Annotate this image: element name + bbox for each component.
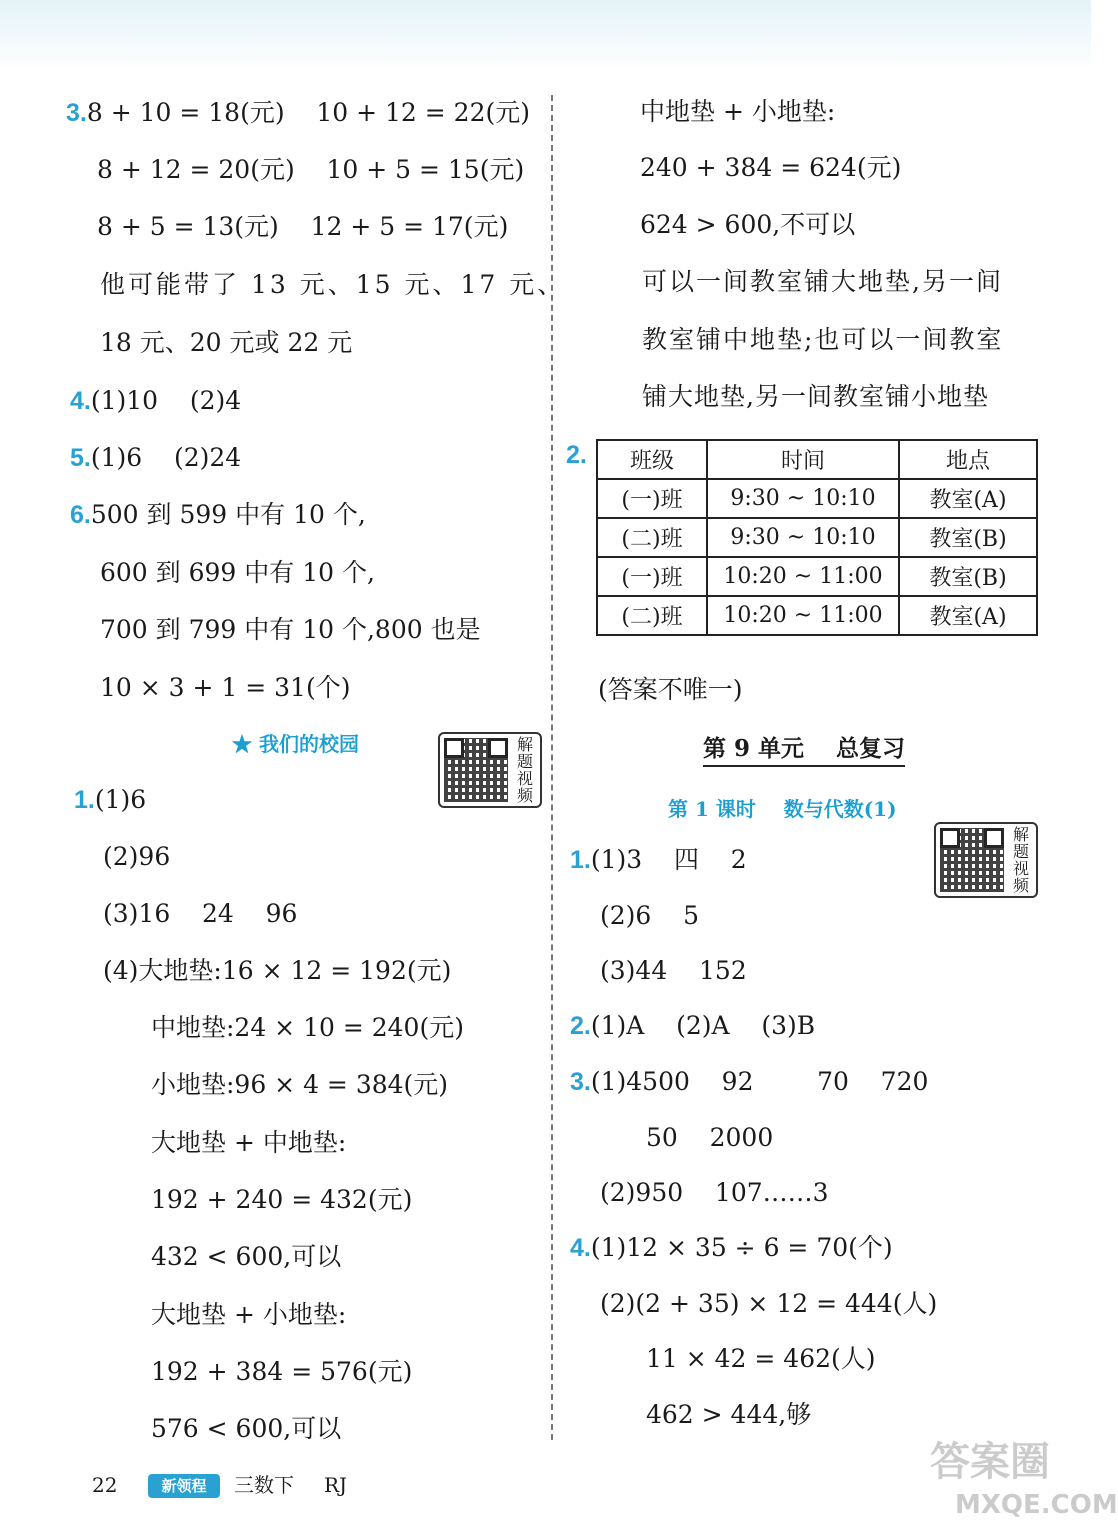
table-cell: 教室(B) (899, 557, 1037, 596)
table-header-cell: 地点 (899, 440, 1037, 479)
q5-answer: 5.(1)6 (2)24 (70, 443, 242, 472)
qr-code-video[interactable] (438, 732, 542, 808)
page-number: 22 (92, 1473, 118, 1497)
a3-line-a: 3.(1)4500 92 70 720 (570, 1067, 929, 1096)
table-row (597, 557, 1037, 596)
q3-line-3: 8 + 5 = 13(元) 12 + 5 = 17(元) (97, 212, 509, 241)
a1-line-c: (3)44 152 (600, 956, 747, 985)
watermark-logo: 答案圈 (930, 1439, 1050, 1485)
table-row (597, 479, 1037, 518)
s1-line-h: 192 + 240 = 432(元) (151, 1185, 413, 1214)
q3-line-4: 他可能带了 13 元、15 元、17 元、 (100, 270, 566, 299)
section-title-campus: ★ 我们的校园 (232, 732, 359, 756)
s1-line-k: 192 + 384 = 576(元) (151, 1357, 413, 1386)
q4-answer: 4.(1)10 (2)4 (70, 386, 242, 415)
table-cell: 9:30 ~ 10:10 (707, 479, 899, 518)
table-cell: 10:20 ~ 11:00 (707, 596, 899, 635)
a4-line-d: 462 > 444,够 (646, 1400, 812, 1429)
a4-line-b: (2)(2 + 35) × 12 = 444(人) (600, 1289, 938, 1318)
q2-number: 2. (566, 441, 587, 469)
table-cell: (二)班 (597, 518, 707, 557)
a3-line-c: (2)950 107……3 (600, 1178, 829, 1207)
s1-line-d: (4)大地垫:16 × 12 = 192(元) (103, 956, 452, 985)
r-line-4: 可以一间教室铺大地垫,另一间 (642, 267, 1003, 296)
s1-line-j: 大地垫 + 小地垫: (151, 1300, 347, 1329)
table-cell: 教室(A) (899, 479, 1037, 518)
book-title: 三数下 (234, 1473, 294, 1497)
s1-line-e: 中地垫:24 × 10 = 240(元) (151, 1013, 464, 1042)
table-header-cell: 班级 (597, 440, 707, 479)
qr-label: 解题视频 (516, 735, 533, 805)
schedule-table (596, 439, 1038, 636)
table-header-row (597, 440, 1037, 479)
s1-line-l: 576 < 600,可以 (151, 1414, 342, 1443)
edition-label: RJ (324, 1473, 348, 1497)
r-line-5: 教室铺中地垫;也可以一间教室 (642, 325, 1004, 354)
table-cell: (一)班 (597, 557, 707, 596)
qr-code-icon (444, 738, 508, 802)
table-row (597, 596, 1037, 635)
s1-line-a: 1.(1)6 (74, 785, 147, 814)
unit-title: 第 9 单元 总复习 (703, 733, 905, 767)
s1-line-i: 432 < 600,可以 (151, 1242, 342, 1271)
q3-line-2: 8 + 12 = 20(元) 10 + 5 = 15(元) (97, 155, 525, 184)
table-header-cell: 时间 (707, 440, 899, 479)
a2-answer: 2.(1)A (2)A (3)B (570, 1011, 816, 1040)
table-cell: (一)班 (597, 479, 707, 518)
answer-note: (答案不唯一) (598, 675, 743, 704)
s1-line-b: (2)96 (103, 842, 171, 871)
qr-code-video[interactable] (934, 822, 1038, 898)
q3-line-1: 3.8 + 10 = 18(元) 10 + 12 = 22(元) (66, 98, 530, 127)
r-line-2: 240 + 384 = 624(元) (640, 153, 902, 182)
q6-line-1: 6.500 到 599 中有 10 个, (70, 500, 366, 529)
qr-code-icon (940, 828, 1004, 892)
table-cell: 教室(A) (899, 596, 1037, 635)
table-row (597, 518, 1037, 557)
a4-line-c: 11 × 42 = 462(人) (646, 1344, 876, 1373)
a4-line-a: 4.(1)12 × 35 ÷ 6 = 70(个) (570, 1233, 893, 1262)
a3-line-b: 50 2000 (646, 1123, 774, 1152)
r-line-1: 中地垫 + 小地垫: (640, 97, 836, 126)
r-line-6: 铺大地垫,另一间教室铺小地垫 (642, 382, 989, 411)
q3-line-5: 18 元、20 元或 22 元 (100, 328, 353, 357)
qr-label: 解题视频 (1012, 825, 1029, 895)
lesson-title: 第 1 课时 数与代数(1) (668, 797, 897, 821)
brand-badge: 新领程 (148, 1474, 220, 1498)
q6-line-4: 10 × 3 + 1 = 31(个) (100, 673, 351, 702)
table-cell: 9:30 ~ 10:10 (707, 518, 899, 557)
s1-line-c: (3)16 24 96 (103, 899, 298, 928)
table-cell: 教室(B) (899, 518, 1037, 557)
q6-line-3: 700 到 799 中有 10 个,800 也是 (100, 615, 481, 644)
a1-line-b: (2)6 5 (600, 901, 700, 930)
a1-line-a: 1.(1)3 四 2 (570, 845, 747, 874)
r-line-3: 624 > 600,不可以 (640, 210, 856, 239)
watermark-url: MXQE.COM (955, 1490, 1118, 1520)
top-band (0, 0, 1091, 70)
q6-line-2: 600 到 699 中有 10 个, (100, 558, 375, 587)
table-cell: 10:20 ~ 11:00 (707, 557, 899, 596)
table-cell: (二)班 (597, 596, 707, 635)
s1-line-f: 小地垫:96 × 4 = 384(元) (151, 1070, 449, 1099)
s1-line-g: 大地垫 + 中地垫: (151, 1128, 347, 1157)
